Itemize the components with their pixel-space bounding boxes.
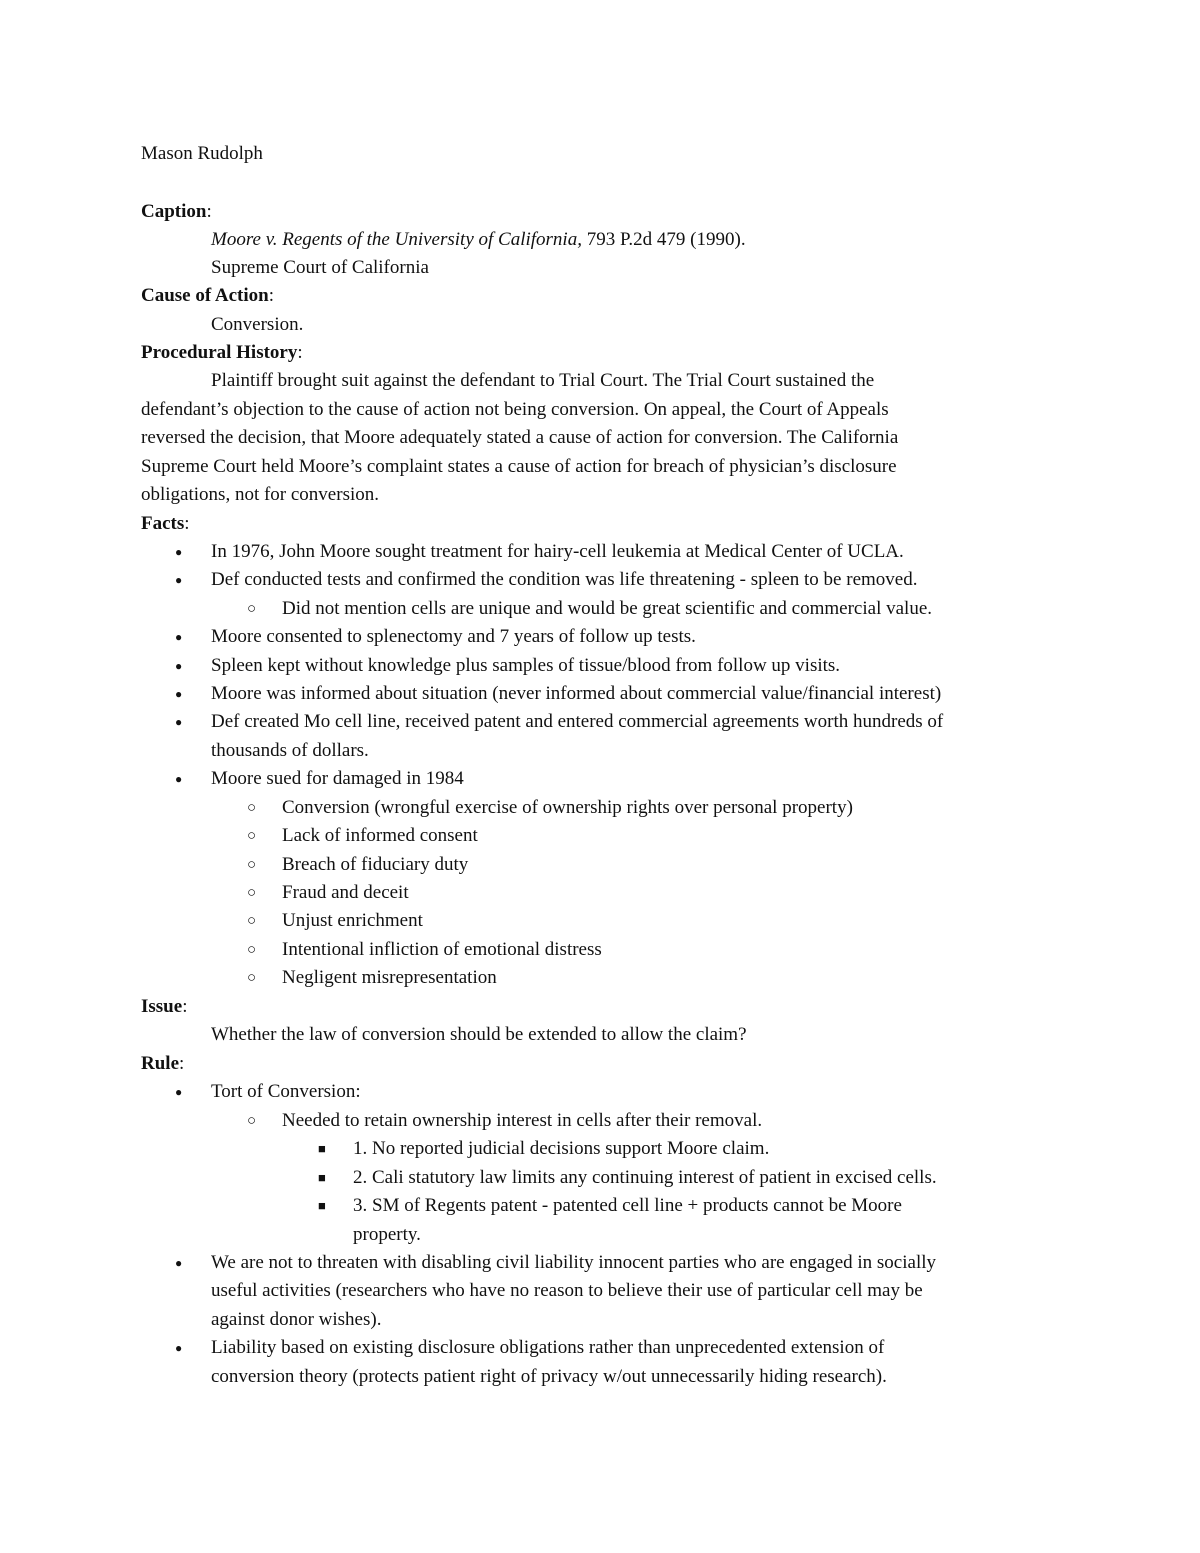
issue-heading-line: Issue: [141,996,188,1017]
bullet-icon: ● [175,573,183,587]
rule-sub-sub-item: 3. SM of Regents patent - patented cell line + products cannot be Moore [353,1195,902,1216]
fact-item: Moore was informed about situation (never informed about commercial value/financial interest) [211,683,942,704]
bullet-icon: ● [175,715,183,729]
fact-sub-item: Lack of informed consent [282,825,478,846]
fact-item: Def conducted tests and confirmed the condition was life threatening - spleen to be removed. [211,569,918,590]
square-bullet-icon: ■ [318,1198,326,1213]
fact-item: Def created Mo cell line, received patent and entered commercial agreements worth hundreds of [211,711,944,732]
case-name: Moore v. Regents of the University of California, [211,229,582,250]
facts-heading: Facts [141,513,185,534]
procedural-history-line: Plaintiff brought suit against the defendant to Trial Court. The Trial Court sustained the [211,370,875,391]
procedural-history-line: obligations, not for conversion. [141,484,379,505]
rule-item: We are not to threaten with disabling civil liability innocent parties who are engaged in socially [211,1252,937,1273]
fact-sub-item: Unjust enrichment [282,910,423,931]
bullet-icon: ● [175,772,183,786]
sub-bullet-icon: ○ [247,828,257,844]
fact-sub-item: Fraud and deceit [282,882,409,903]
cause-of-action-text: Conversion. [211,314,304,335]
square-bullet-icon: ■ [318,1170,326,1185]
rule-item-continued: against donor wishes). [211,1309,382,1330]
procedural-history-line: defendant’s objection to the cause of action not being conversion. On appeal, the Court of Appeals [141,399,889,420]
fact-sub-item: Did not mention cells are unique and would be great scientific and commercial value. [282,598,932,619]
sub-bullet-icon: ○ [247,885,257,901]
sub-bullet-icon: ○ [247,942,257,958]
rule-sub-sub-item-continued: property. [353,1224,421,1245]
sub-bullet-icon: ○ [247,800,257,816]
procedural-history-line: reversed the decision, that Moore adequately stated a cause of action for conversion. The California [141,427,899,448]
sub-bullet-icon: ○ [247,601,257,617]
sub-bullet-icon: ○ [247,970,257,986]
author-name: Mason Rudolph [141,143,263,164]
caption-heading: Caption [141,201,207,222]
facts-heading-line: Facts: [141,513,190,534]
rule-sub-sub-item: 1. No reported judicial decisions support Moore claim. [353,1138,770,1159]
bullet-icon: ● [175,1085,183,1099]
rule-sub-item: Needed to retain ownership interest in cells after their removal. [282,1110,763,1131]
rule-item-continued: conversion theory (protects patient right of privacy w/out unnecessarily hiding research). [211,1366,887,1387]
fact-item-continued: thousands of dollars. [211,740,369,761]
rule-item-continued: useful activities (researchers who have no reason to believe their use of particular cell may be [211,1280,923,1301]
fact-sub-item: Breach of fiduciary duty [282,854,469,875]
sub-bullet-icon: ○ [247,1113,257,1129]
rule-heading: Rule [141,1053,179,1074]
rule-sub-sub-item: 2. Cali statutory law limits any continuing interest of patient in excised cells. [353,1167,937,1188]
cause-of-action-heading: Cause of Action [141,285,269,306]
caption-heading-line: Caption: [141,201,212,222]
sub-bullet-icon: ○ [247,857,257,873]
caption-citation-line [211,226,746,254]
fact-item: Moore sued for damaged in 1984 [211,768,464,789]
bullet-icon: ● [175,630,183,644]
bullet-icon: ● [175,545,183,559]
procedural-history-heading: Procedural History [141,342,298,363]
cause-of-action-heading-line: Cause of Action: [141,285,275,306]
fact-sub-item: Intentional infliction of emotional distress [282,939,602,960]
issue-text: Whether the law of conversion should be extended to allow the claim? [211,1024,747,1045]
court-name: Supreme Court of California [211,257,429,278]
fact-sub-item: Negligent misrepresentation [282,967,497,988]
bullet-icon: ● [175,1256,183,1270]
fact-item: In 1976, John Moore sought treatment for hairy-cell leukemia at Medical Center of UCLA. [211,541,904,562]
rule-item: Tort of Conversion: [211,1081,361,1102]
procedural-history-line: Supreme Court held Moore’s complaint states a cause of action for breach of physician’s disclosure [141,456,897,477]
bullet-icon: ● [175,687,183,701]
fact-item: Moore consented to splenectomy and 7 years of follow up tests. [211,626,696,647]
procedural-history-heading-line: Procedural History: [141,342,303,363]
case-citation: 793 P.2d 479 (1990). [581,229,746,250]
fact-item: Spleen kept without knowledge plus samples of tissue/blood from follow up visits. [211,655,841,676]
issue-heading: Issue [141,996,183,1017]
rule-heading-line: Rule: [141,1053,185,1074]
sub-bullet-icon: ○ [247,913,257,929]
bullet-icon: ● [175,1341,183,1355]
fact-sub-item: Conversion (wrongful exercise of ownership rights over personal property) [282,797,853,818]
square-bullet-icon: ■ [318,1141,326,1156]
bullet-icon: ● [175,659,183,673]
rule-item: Liability based on existing disclosure obligations rather than unprecedented extension of [211,1337,885,1358]
